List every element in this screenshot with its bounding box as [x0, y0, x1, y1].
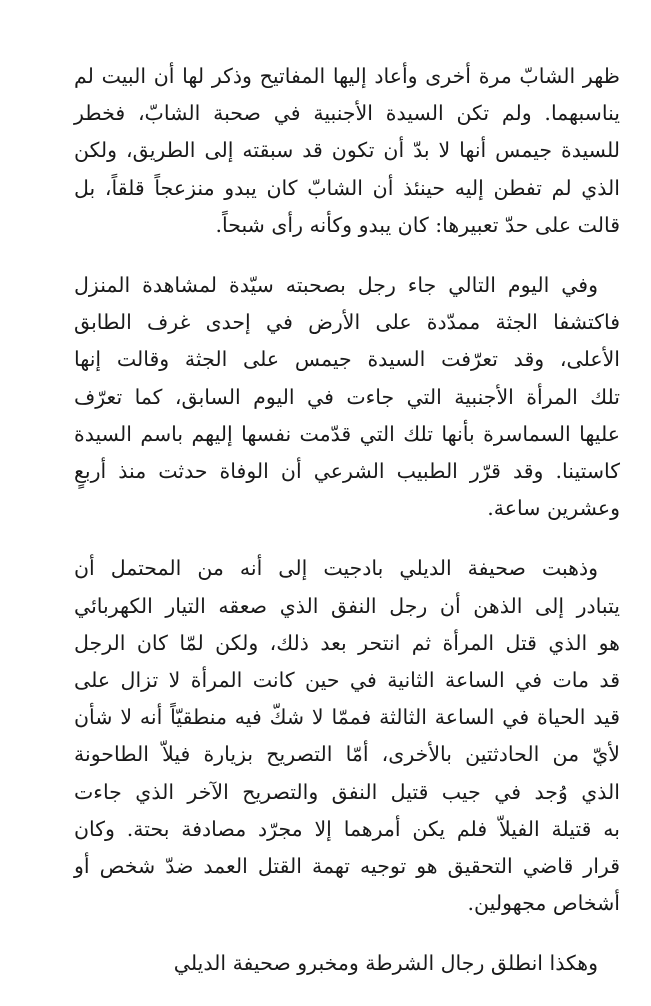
text-line: الذي وُجد في جيب قتيل النفق والتصريح الآخر الذي جاءت: [74, 779, 620, 804]
paragraph-1: [74, 58, 620, 244]
document-page: [74, 58, 620, 1006]
text-line: قيد الحياة في الساعة الثالثة فممّا لا شكّ فيه منطقيّاً أنه لا شأن: [74, 705, 620, 730]
text-line: قالت على حدّ تعبيرها: كان يبدو وكأنه رأى شبحاً.: [215, 212, 620, 237]
text-line: وفي اليوم التالي جاء رجل بصحبته سيّدة لمشاهدة المنزل: [74, 273, 598, 298]
text-line: وذهبت صحيفة الديلي بادجيت إلى أنه من المحتمل أن: [74, 556, 598, 581]
paragraph-2: [74, 267, 620, 527]
text-line: تلك المرأة الأجنبية التي جاءت في اليوم السابق، كما تعرّف: [74, 384, 620, 409]
text-line: للسيدة جيمس أنها لا بدّ أن تكون قد سبقته إلى الطريق، ولكن: [74, 138, 620, 163]
text-line: هو الذي قتل المرأة ثم انتحر بعد ذلك، ولكن لمّا كان الرجل: [74, 630, 620, 655]
text-line: الذي لم تفطن إليه حينئذ أن الشابّ كان يبدو منزعجاً قلقاً، بل: [74, 175, 620, 200]
text-line: أشخاص مجهولين.: [467, 891, 620, 916]
text-line: الأعلى، وقد تعرّفت السيدة جيمس على الجثة وقالت إنها: [74, 347, 620, 372]
text-line: به قتيلة الفيلاّ فلم يكن أمرهما إلا مجرّد مصادفة بحتة. وكان: [74, 816, 620, 841]
text-line: كاستينا. وقد قرّر الطبيب الشرعي أن الوفاة حدثت منذ أربعٍ: [74, 459, 620, 484]
text-line: قرار قاضي التحقيق هو توجيه تهمة القتل العمد ضدّ شخص أو: [74, 854, 620, 879]
text-line: عليها السماسرة بأنها تلك التي قدّمت نفسها إليهم باسم السيدة: [74, 421, 620, 446]
text-line: وعشرين ساعة.: [487, 496, 620, 521]
text-line: قد مات في الساعة الثانية في حين كانت المرأة لا تزال على: [74, 668, 620, 693]
text-line: وهكذا انطلق رجال الشرطة ومخبرو صحيفة الديلي: [173, 951, 598, 976]
text-line: يناسبهما. ولم تكن السيدة الأجنبية في صحبة الشابّ، فخطر: [74, 101, 620, 126]
text-line: لأيّ من الحادثتين بالأخرى، أمّا التصريح بزيارة فيلاّ الطاحونة: [74, 742, 620, 767]
text-line: فاكتشفا الجثة ممدّدة على الأرض في إحدى غرف الطابق: [74, 310, 620, 335]
text-line: ظهر الشابّ مرة أخرى وأعاد إليها المفاتيح وذكر لها أن البيت لم: [74, 64, 620, 88]
paragraph-4: [74, 945, 620, 982]
paragraph-3: [74, 550, 620, 922]
text-line: يتبادر إلى الذهن أن رجل النفق الذي صعقه التيار الكهربائي: [74, 593, 620, 618]
